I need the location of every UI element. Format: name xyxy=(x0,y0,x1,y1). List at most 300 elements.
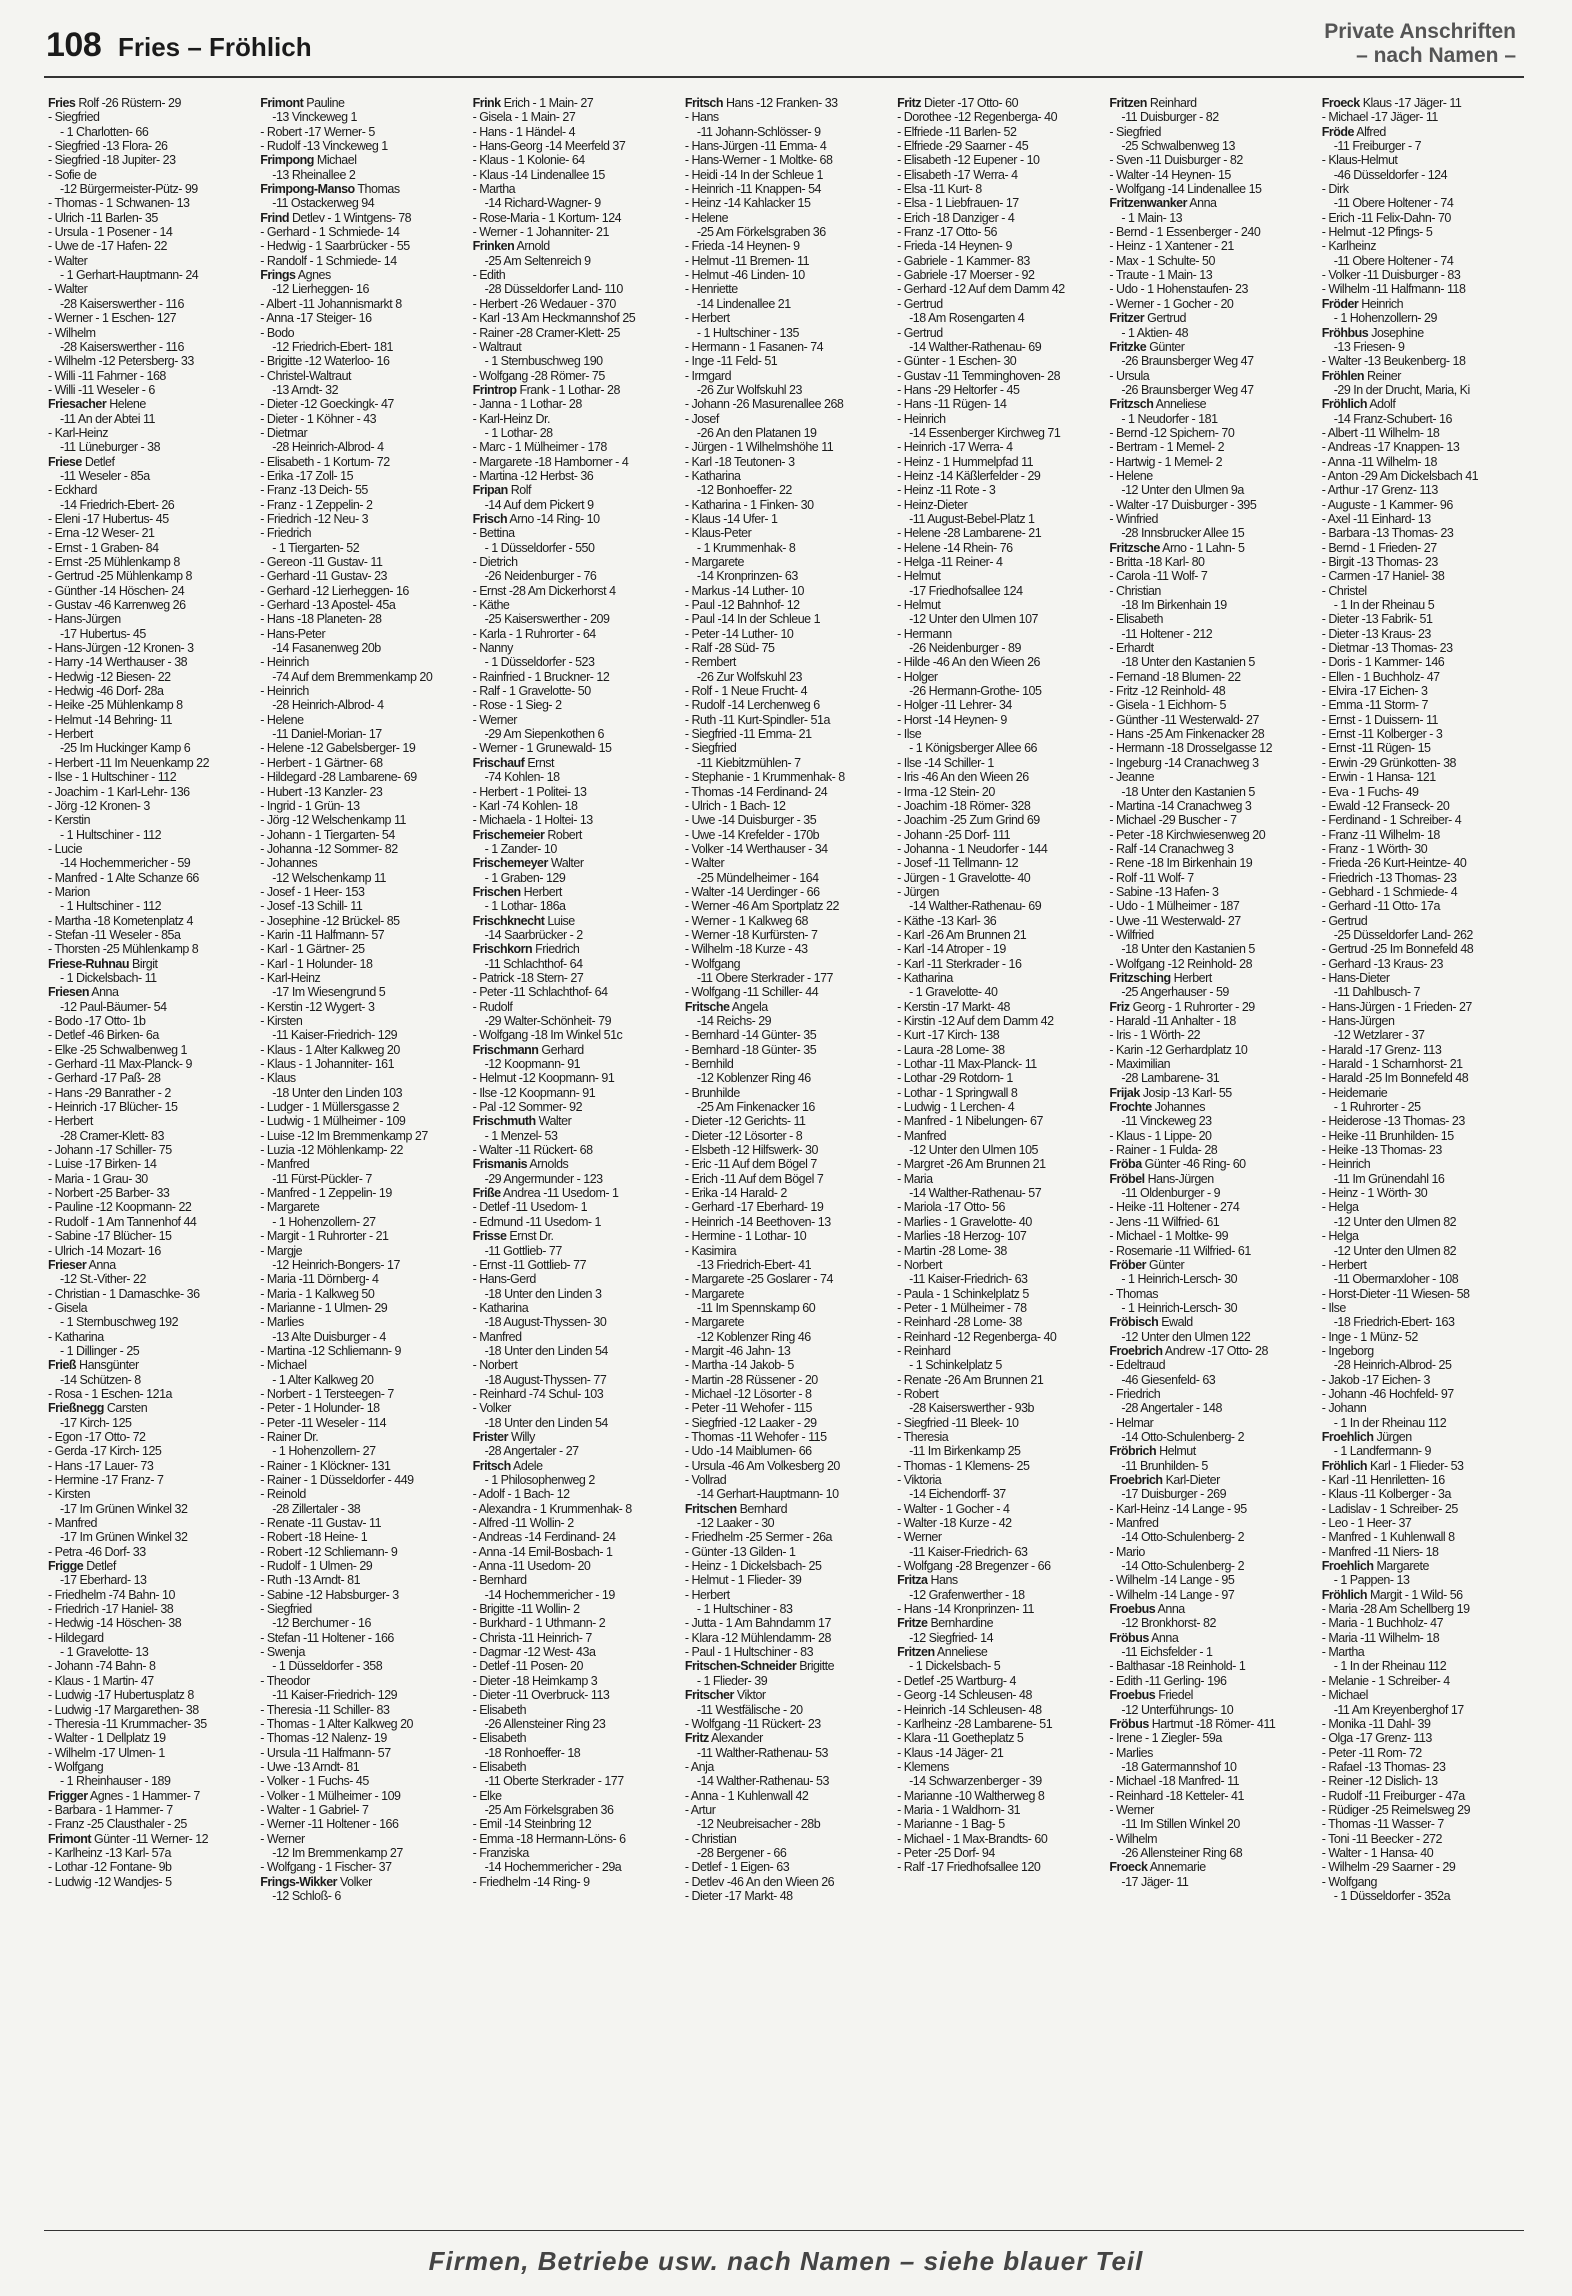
directory-entry xyxy=(1109,1057,1307,1071)
entry-text: -14 Walther-Rathenau- 69 xyxy=(909,899,1042,914)
directory-entry xyxy=(685,885,883,899)
directory-entry xyxy=(260,211,458,225)
directory-entry xyxy=(48,1545,246,1559)
entry-text: - Martin -28 Rüssener - 20 xyxy=(684,1372,818,1387)
directory-entry xyxy=(48,670,246,684)
entry-text: - Herbert xyxy=(684,311,730,326)
entry-text: - Bernhild xyxy=(684,1057,734,1072)
entry-text: -12 Koblenzer Ring 46 xyxy=(696,1071,811,1086)
entry-text: Hans xyxy=(930,1573,958,1588)
entry-text: - Maximilian xyxy=(1109,1057,1171,1072)
entry-text: - 1 Landfermann- 9 xyxy=(1333,1444,1432,1459)
entry-text: - Petra -46 Dorf- 33 xyxy=(48,1544,146,1559)
directory-entry xyxy=(1109,1760,1307,1774)
directory-entry xyxy=(897,526,1095,540)
directory-entry xyxy=(260,1057,458,1071)
entry-text: -14 Richard-Wagner- 9 xyxy=(484,196,601,211)
directory-entry xyxy=(1322,541,1520,555)
directory-entry xyxy=(48,1129,246,1143)
entry-surname: Fröde xyxy=(1321,124,1354,139)
entry-text: - Heinz-Dieter xyxy=(897,497,968,512)
entry-text: - Hermine - 1 Lothar- 10 xyxy=(684,1229,807,1244)
directory-entry xyxy=(260,239,458,253)
directory-entry xyxy=(685,1602,883,1616)
directory-entry xyxy=(260,957,458,971)
entry-text: -18 August-Thyssen- 77 xyxy=(484,1372,607,1387)
entry-text: - Bernd -12 Spichern- 70 xyxy=(1109,425,1235,440)
directory-entry xyxy=(1322,211,1520,225)
entry-text: -11 Ostackerweg 94 xyxy=(272,196,375,211)
directory-entry xyxy=(473,1588,671,1602)
entry-text: -14 Hochemmericher - 19 xyxy=(484,1587,615,1602)
directory-entry xyxy=(1109,1545,1307,1559)
entry-text: - Pal -12 Sommer- 92 xyxy=(472,1100,583,1115)
directory-entry xyxy=(473,627,671,641)
entry-surname: Frischkorn xyxy=(472,942,533,957)
entry-text: - Anna -14 Emil-Bosbach- 1 xyxy=(472,1544,613,1559)
entry-text: - Karin -11 Halfmann- 57 xyxy=(260,927,385,942)
entry-text: - Herbert - 1 Politei- 13 xyxy=(472,784,587,799)
entry-text: -12 Laaker - 30 xyxy=(696,1516,775,1531)
entry-text: - Helmar xyxy=(1109,1415,1154,1430)
entry-text: - Sofie de xyxy=(48,167,97,182)
directory-entry xyxy=(1322,1602,1520,1616)
directory-entry xyxy=(685,1860,883,1874)
directory-entry xyxy=(897,440,1095,454)
directory-entry xyxy=(1322,483,1520,497)
directory-entry xyxy=(473,828,671,842)
entry-text: - Klara -12 Mühlendamm- 28 xyxy=(684,1630,831,1645)
directory-entry xyxy=(48,1344,246,1358)
directory-entry xyxy=(685,1774,883,1788)
directory-entry xyxy=(685,1186,883,1200)
directory-entry xyxy=(897,1717,1095,1731)
directory-entry xyxy=(1322,1688,1520,1702)
entry-text: - Karl-Heinz xyxy=(48,425,108,440)
entry-text: - Anna - 1 Kuhlenwall 42 xyxy=(684,1788,809,1803)
directory-entry xyxy=(685,799,883,813)
entry-text: - Detlef - 1 Eigen- 63 xyxy=(684,1860,790,1875)
entry-text: - 1 Dillinger - 25 xyxy=(60,1343,140,1358)
directory-entry xyxy=(897,1559,1095,1573)
directory-entry xyxy=(1322,1846,1520,1860)
entry-text: - Ursula -11 Halfmann- 57 xyxy=(260,1745,391,1760)
entry-text: - Heike -11 Holtener - 274 xyxy=(1109,1200,1240,1215)
directory-entry xyxy=(473,1731,671,1745)
entry-text: - Eleni -17 Hubertus- 45 xyxy=(48,511,169,526)
entry-surname: Fritzsching xyxy=(1109,970,1171,985)
entry-text: - Elisabeth -17 Werra- 4 xyxy=(897,167,1018,182)
entry-text: - Gerhard -17 Paß- 28 xyxy=(48,1071,161,1086)
entry-text: - Britta -18 Karl- 80 xyxy=(1109,555,1205,569)
entry-text: - Heidemarie xyxy=(1321,1085,1388,1100)
page-number: 108 xyxy=(46,26,102,64)
entry-text: - Heiderose -13 Thomas- 23 xyxy=(1321,1114,1465,1129)
entry-text: - Fernand -18 Blumen- 22 xyxy=(1109,669,1241,684)
entry-text: -28 Bergener - 66 xyxy=(696,1845,787,1860)
directory-entry xyxy=(260,1889,458,1903)
directory-entry xyxy=(1109,1444,1307,1458)
entry-text: -74 Auf dem Bremmenkamp 20 xyxy=(272,669,433,684)
entry-text: - Günther -11 Westerwald- 27 xyxy=(1109,712,1259,727)
directory-entry xyxy=(48,96,246,110)
directory-entry xyxy=(685,412,883,426)
entry-text: - Bernhard -18 Günter- 35 xyxy=(684,1042,817,1057)
entry-text: - Barbara -13 Thomas- 23 xyxy=(1321,526,1454,541)
entry-text: - Siegfried xyxy=(1109,124,1161,139)
entry-text: - Wolfgang -28 Römer- 75 xyxy=(472,368,605,383)
entry-text: - Jörg -12 Welschenkamp 11 xyxy=(260,813,406,828)
directory-entry xyxy=(473,1487,671,1501)
entry-surname: Friesacher xyxy=(48,397,107,412)
directory-entry xyxy=(260,1817,458,1831)
directory-entry xyxy=(260,1071,458,1085)
directory-entry xyxy=(685,1717,883,1731)
section-title-line-2: – nach Namen – xyxy=(1356,44,1516,67)
entry-text: Bernhardine xyxy=(930,1616,994,1631)
entry-text: - Edith xyxy=(472,268,506,283)
entry-text: - Gerhard -13 Apostel- 45a xyxy=(260,598,396,613)
directory-entry xyxy=(685,1071,883,1085)
entry-text: -11 Im Grünendahl 16 xyxy=(1333,1171,1445,1186)
entry-text: - 1 Schinkelplatz 5 xyxy=(909,1358,1002,1373)
entry-text: - Helmut - 1 Flieder- 39 xyxy=(684,1573,802,1588)
directory-entry xyxy=(48,225,246,239)
directory-entry xyxy=(473,268,671,282)
entry-text: - Rudolf xyxy=(472,999,513,1014)
directory-entry xyxy=(1322,1889,1520,1903)
directory-entry xyxy=(685,1014,883,1028)
entry-text: - Klara -11 Goetheplatz 5 xyxy=(897,1731,1024,1746)
entry-text: Arno - 1 Lahn- 5 xyxy=(1162,540,1245,555)
entry-text: - Manfred xyxy=(260,1157,310,1172)
entry-text: - Manfred - 1 Kuhlenwall 8 xyxy=(1321,1530,1455,1545)
entry-text: - 1 Hohenzollern- 29 xyxy=(1333,311,1437,326)
directory-entry xyxy=(1109,282,1307,296)
directory-entry xyxy=(1322,555,1520,569)
directory-entry xyxy=(1322,110,1520,124)
directory-entry xyxy=(1322,1344,1520,1358)
entry-text: - 1 In der Rheinau 112 xyxy=(1333,1415,1447,1430)
entry-text: - Werner xyxy=(1109,1802,1154,1817)
directory-entry xyxy=(1322,1200,1520,1214)
entry-text: - Karlheinz -13 Karl- 57a xyxy=(48,1845,171,1860)
entry-text: Günter -46 Ring- 60 xyxy=(1144,1157,1246,1172)
directory-entry xyxy=(260,1789,458,1803)
directory-entry xyxy=(1109,254,1307,268)
directory-entry xyxy=(473,1114,671,1128)
entry-text: - Rainer - 1 Klöckner- 131 xyxy=(260,1458,391,1473)
entry-text: - Michael -17 Jäger- 11 xyxy=(1321,110,1438,125)
entry-text: -11 Schlachthof- 64 xyxy=(484,956,583,971)
directory-entry xyxy=(48,1516,246,1530)
entry-text: - Klaus - 1 Martin- 47 xyxy=(48,1673,154,1688)
directory-entry xyxy=(1109,842,1307,856)
directory-entry xyxy=(260,1000,458,1014)
entry-text: Ernst Dr. xyxy=(509,1229,554,1244)
directory-entry xyxy=(48,1100,246,1114)
entry-text: -11 Obermarxloher - 108 xyxy=(1333,1272,1459,1287)
directory-entry xyxy=(1109,1344,1307,1358)
directory-entry xyxy=(685,1875,883,1889)
entry-text: - Maria -11 Wilhelm- 18 xyxy=(1321,1630,1440,1645)
directory-entry xyxy=(685,1200,883,1214)
entry-text: - Johann -46 Hochfeld- 97 xyxy=(1321,1386,1454,1401)
entry-surname: Frismanis xyxy=(472,1157,528,1172)
directory-entry xyxy=(897,426,1095,440)
directory-entry xyxy=(260,1688,458,1702)
directory-entry xyxy=(473,713,671,727)
directory-entry xyxy=(685,110,883,124)
directory-entry xyxy=(48,1559,246,1573)
entry-text: -18 Ronhoeffer- 18 xyxy=(484,1745,581,1760)
directory-entry xyxy=(897,412,1095,426)
entry-text: -11 Holtener - 212 xyxy=(1121,626,1213,641)
entry-text: -12 Unter den Ulmen 122 xyxy=(1121,1329,1251,1344)
entry-text: -17 Im Grünen Winkel 32 xyxy=(60,1530,188,1545)
directory-entry xyxy=(1322,440,1520,454)
entry-text: - Sabine -17 Blücher- 15 xyxy=(48,1229,172,1244)
entry-text: - Willi -11 Weseler - 6 xyxy=(48,382,155,397)
directory-entry xyxy=(1109,1616,1307,1630)
entry-text: - Gerhard -12 Auf dem Damm 42 xyxy=(897,282,1065,297)
directory-entry xyxy=(48,1157,246,1171)
entry-text: - Bodo xyxy=(260,325,295,340)
entry-text: - Christa -11 Heinrich- 7 xyxy=(472,1630,592,1645)
entry-text: - Manfred xyxy=(1109,1516,1159,1531)
entry-text: -28 Kaiserswerther - 93b xyxy=(909,1401,1035,1416)
directory-entry xyxy=(473,1186,671,1200)
entry-surname: Fritscher xyxy=(684,1688,734,1703)
entry-text: Viktor xyxy=(736,1688,766,1703)
entry-surname: Fritzke xyxy=(1109,339,1147,354)
entry-text: - Iris - 1 Wörth- 22 xyxy=(1109,1028,1201,1043)
entry-text: - Herbert - 1 Gärtner- 68 xyxy=(260,755,383,770)
entry-surname: Fröbisch xyxy=(1109,1315,1159,1330)
entry-text: -12 Grafenwerther - 18 xyxy=(909,1587,1025,1602)
entry-text: - Dieter -12 Gerichts- 11 xyxy=(684,1114,806,1129)
entry-text: - Emma -11 Storm- 7 xyxy=(1321,698,1428,713)
entry-text: - Leo - 1 Heer- 37 xyxy=(1321,1516,1412,1531)
entry-text: - Toni -11 Beecker - 272 xyxy=(1321,1831,1442,1846)
entry-text: - Reinold xyxy=(260,1487,306,1502)
entry-text: -14 Reichs- 29 xyxy=(696,1014,772,1028)
entry-text: - Marianne - 1 Bag- 5 xyxy=(897,1817,1005,1832)
entry-text: -25 Am Förkelsgraben 36 xyxy=(696,225,826,240)
entry-text: - Andreas -14 Ferdinand- 24 xyxy=(472,1530,616,1545)
entry-text: Anna xyxy=(1151,1630,1179,1645)
directory-entry xyxy=(1322,1559,1520,1573)
entry-text: - Heinrich xyxy=(260,655,309,670)
directory-entry xyxy=(1322,254,1520,268)
directory-entry xyxy=(1322,598,1520,612)
entry-text: - Sven -11 Duisburger - 82 xyxy=(1109,153,1243,168)
entry-text: - 1 Aktien- 48 xyxy=(1121,325,1189,340)
entry-text: -26 Allensteiner Ring 68 xyxy=(1121,1845,1243,1860)
directory-entry xyxy=(1322,139,1520,153)
directory-entry xyxy=(897,311,1095,325)
directory-entry xyxy=(48,110,246,124)
directory-entry xyxy=(473,1803,671,1817)
directory-entry xyxy=(260,1244,458,1258)
directory-entry xyxy=(1322,971,1520,985)
directory-entry xyxy=(48,1502,246,1516)
entry-text: - Helmut -46 Linden- 10 xyxy=(684,268,805,283)
entry-text: - Hans -25 Am Finkenacker 28 xyxy=(1109,727,1265,742)
entry-text: - Harald - 1 Scharnhorst- 21 xyxy=(1321,1057,1463,1072)
directory-entry xyxy=(1322,1502,1520,1516)
entry-text: - Margarete xyxy=(260,1200,320,1215)
entry-text: - 1 In der Rheinau 112 xyxy=(1333,1659,1447,1674)
directory-entry xyxy=(48,1746,246,1760)
entry-text: - Reinhard xyxy=(897,1343,951,1358)
directory-entry xyxy=(897,1315,1095,1329)
directory-entry xyxy=(685,498,883,512)
entry-text: - Dietrich xyxy=(472,555,518,569)
entry-text: -25 Im Huckinger Kamp 6 xyxy=(60,741,191,756)
entry-text: Bernhard xyxy=(739,1501,788,1516)
directory-entry xyxy=(1322,1028,1520,1042)
directory-entry xyxy=(897,899,1095,913)
directory-entry xyxy=(685,1817,883,1831)
directory-entry xyxy=(260,1287,458,1301)
directory-entry xyxy=(1322,1774,1520,1788)
directory-entry xyxy=(260,555,458,569)
directory-entry xyxy=(48,1014,246,1028)
entry-text: - Rüdiger -25 Reimelsweg 29 xyxy=(1321,1802,1471,1817)
directory-entry xyxy=(897,1100,1095,1114)
directory-entry xyxy=(260,297,458,311)
directory-entry xyxy=(897,727,1095,741)
entry-surname: Frinken xyxy=(472,239,515,254)
entry-text: - Peter -14 Luther- 10 xyxy=(684,626,794,641)
directory-entry xyxy=(897,842,1095,856)
directory-entry xyxy=(685,985,883,999)
directory-entry xyxy=(1109,1416,1307,1430)
directory-entry xyxy=(685,1244,883,1258)
entry-text: - Walter - 1 Gabriel- 7 xyxy=(260,1802,369,1817)
directory-entry xyxy=(897,655,1095,669)
entry-surname: Frieß xyxy=(48,1358,77,1373)
entry-text: - Rosemarie -11 Wilfried- 61 xyxy=(1109,1243,1251,1258)
entry-text: - Werner xyxy=(260,1831,305,1846)
entry-text: - Heinrich xyxy=(260,684,309,699)
directory-entry xyxy=(685,1272,883,1286)
directory-entry xyxy=(1109,1631,1307,1645)
entry-surname: Fripan xyxy=(472,483,508,498)
directory-entry xyxy=(897,1301,1095,1315)
directory-entry xyxy=(1322,1129,1520,1143)
entry-text: - Herbert xyxy=(1321,1257,1367,1272)
directory-entry xyxy=(1109,1659,1307,1673)
entry-text: - Hedwig -12 Biesen- 22 xyxy=(48,669,171,684)
directory-entry xyxy=(48,1616,246,1630)
entry-text: - Karl-Heinz -14 Lange - 95 xyxy=(1109,1501,1247,1516)
entry-text: - Heinz -14 Käßlerfelder - 29 xyxy=(897,468,1041,483)
directory-entry xyxy=(1322,871,1520,885)
entry-text: - Hans-Werner - 1 Moltke- 68 xyxy=(684,153,833,168)
entry-text: - 1 Hultschiner - 135 xyxy=(696,325,799,340)
directory-entry xyxy=(1322,1530,1520,1544)
entry-text: - Hans -29 Banrather - 2 xyxy=(48,1085,171,1100)
directory-entry xyxy=(260,440,458,454)
entry-text: Birgit xyxy=(132,956,158,971)
entry-text: - Kirstin -12 Auf dem Damm 42 xyxy=(897,1014,1054,1028)
directory-entry xyxy=(473,813,671,827)
directory-entry xyxy=(473,1229,671,1243)
entry-text: - Ursula -46 Am Volkesberg 20 xyxy=(684,1458,840,1473)
entry-text: - Bernd - 1 Essenberger - 240 xyxy=(1109,225,1261,240)
directory-entry xyxy=(473,297,671,311)
directory-entry xyxy=(473,928,671,942)
entry-text: - Helga xyxy=(1321,1200,1359,1215)
entry-text: - Maria -28 Am Schellberg 19 xyxy=(1321,1602,1470,1617)
entry-text: -14 Lindenallee 21 xyxy=(696,296,791,311)
entry-text: -18 Gatermannshof 10 xyxy=(1121,1759,1237,1774)
entry-surname: Fritsch xyxy=(472,1458,511,1473)
directory-entry xyxy=(260,770,458,784)
directory-entry xyxy=(48,598,246,612)
entry-text: - 1 Dickelsbach- 5 xyxy=(909,1659,1001,1674)
entry-text: - 1 Hultschiner - 112 xyxy=(60,899,162,914)
entry-text: - Renate -11 Gustav- 11 xyxy=(260,1516,382,1531)
directory-entry xyxy=(260,1100,458,1114)
entry-text: - Helene xyxy=(1109,468,1153,483)
directory-entry xyxy=(897,1057,1095,1071)
directory-entry xyxy=(1322,1645,1520,1659)
directory-entry xyxy=(473,1071,671,1085)
directory-entry xyxy=(1109,1287,1307,1301)
entry-text: -28 Zillertaler - 38 xyxy=(272,1501,361,1516)
directory-entry xyxy=(260,455,458,469)
entry-text: - Johanna - 1 Neudorfer - 144 xyxy=(897,841,1048,856)
directory-entry xyxy=(897,1330,1095,1344)
entry-text: Günter xyxy=(1149,339,1185,354)
entry-text: - Norbert xyxy=(472,1358,518,1373)
entry-text: - Willi -11 Fahrner - 168 xyxy=(48,368,166,383)
directory-entry xyxy=(1109,1832,1307,1846)
entry-text: -11 Eichsfelder - 1 xyxy=(1121,1645,1213,1660)
directory-entry xyxy=(48,153,246,167)
directory-entry xyxy=(897,770,1095,784)
directory-entry xyxy=(1322,899,1520,913)
directory-entry xyxy=(897,1832,1095,1846)
entry-text: Karl-Dieter xyxy=(1165,1473,1220,1487)
entry-text: -18 Unter den Linden 103 xyxy=(272,1085,403,1100)
entry-surname: Fröder xyxy=(1321,296,1359,311)
directory-entry xyxy=(897,110,1095,124)
entry-surname: Frind xyxy=(260,210,290,225)
entry-text: -28 Lambarene- 31 xyxy=(1121,1071,1220,1086)
entry-text: - Helmut -14 Behring- 11 xyxy=(48,712,172,727)
directory-entry xyxy=(1322,1416,1520,1430)
directory-entry xyxy=(1322,655,1520,669)
directory-entry xyxy=(685,1157,883,1171)
directory-entry xyxy=(1322,1430,1520,1444)
entry-text: - Robert -17 Werner- 5 xyxy=(260,124,375,139)
entry-text: - Stephanie - 1 Krummenhak- 8 xyxy=(684,770,845,785)
directory-entry xyxy=(1109,655,1307,669)
directory-entry xyxy=(685,440,883,454)
directory-entry xyxy=(473,182,671,196)
directory-entry xyxy=(897,1545,1095,1559)
entry-text: - Uwe -11 Westerwald- 27 xyxy=(1109,913,1241,928)
entry-text: - Werner - 1 Eschen- 127 xyxy=(48,311,177,326)
entry-text: - Heinrich -17 Werra- 4 xyxy=(897,440,1013,455)
directory-entry xyxy=(897,1157,1095,1171)
directory-entry xyxy=(473,1401,671,1415)
directory-entry xyxy=(260,282,458,296)
